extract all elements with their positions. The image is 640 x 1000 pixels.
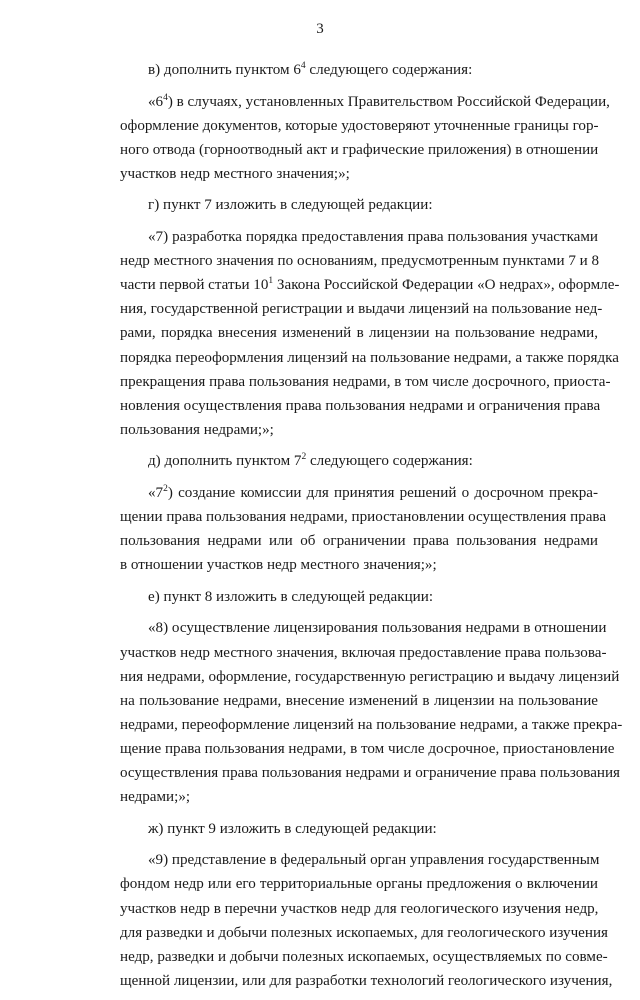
text-run: щенной лицензии, или для разработки технологий геологического изучения, (120, 972, 613, 989)
text-run: г) пункт 7 изложить в следующей редакции: (148, 197, 433, 214)
superscript-index: 4 (163, 92, 168, 103)
text-line (120, 848, 598, 872)
text-run: д) дополнить пунктом 7 (148, 453, 302, 470)
text-line (120, 689, 598, 713)
text-line (120, 449, 598, 473)
text-line (120, 114, 598, 138)
text-line (120, 481, 598, 505)
superscript-index: 2 (163, 484, 168, 494)
text-line (120, 761, 621, 785)
text-run: пользования недрами или об ограничении права пользования недрами (120, 533, 598, 550)
text-run: Закона Российской Федерации «О недрах», оформле- (273, 277, 620, 294)
text-run: новления осуществления права пользования недрами и ограничения права (120, 397, 601, 414)
amendment-instruction (120, 585, 598, 609)
amendment-instruction (120, 817, 598, 841)
text-run: ) создание комиссии для принятия решений о досрочном прекра- (167, 485, 598, 501)
text-run: ж) пункт 9 изложить в следующей редакции: (148, 820, 437, 837)
text-run: «6 (148, 93, 164, 110)
text-line (120, 616, 607, 640)
text-run: «7) разработка порядка предоставления права пользования участками (148, 229, 598, 246)
text-line (120, 817, 598, 841)
text-run: в) дополнить пунктом 6 (148, 62, 301, 78)
page-number: 3 (316, 21, 324, 37)
text-run: щение права пользования недрами, в том числе досрочное, приостановление (120, 740, 615, 757)
text-line (120, 193, 598, 217)
text-line (120, 138, 598, 162)
text-line (120, 273, 620, 297)
text-run: е) пункт 8 изложить в следующей редакции: (148, 588, 434, 605)
text-run: «8) осуществление лицензирования пользования недрами в отношении (148, 620, 607, 637)
text-run: участков недр местного значения;»; (120, 165, 350, 182)
text-run: недр местного значения по основаниям, предусмотренным пунктами 7 и 8 (120, 253, 600, 270)
text-line (120, 665, 620, 689)
text-line (120, 297, 603, 321)
amendment-text (120, 616, 623, 809)
text-run: недр, разведки и добычи полезных ископаемых, осуществляемых по совме- (120, 948, 608, 965)
amendment-text (120, 225, 620, 442)
text-run: участков недр местного значения, включая предоставление права пользова- (120, 644, 607, 661)
text-line (120, 225, 598, 249)
text-line (120, 969, 613, 993)
text-run: пользования недрами;»; (120, 421, 274, 438)
text-run: ния, государственной регистрации и выдачи лицензий на пользование нед- (120, 301, 603, 318)
text-line (120, 553, 598, 577)
superscript-index: 2 (301, 452, 307, 463)
text-line (120, 90, 610, 114)
text-run: части первой статьи 10 (120, 277, 269, 294)
text-line (120, 418, 598, 442)
document-body (120, 58, 623, 1000)
text-line (120, 785, 598, 809)
text-line (120, 585, 598, 609)
text-line (120, 505, 607, 529)
text-line (120, 921, 608, 945)
text-run: для разведки и добычи полезных ископаемых, для геологического изучения (120, 924, 608, 941)
superscript-index: 4 (300, 61, 306, 71)
text-line (120, 737, 615, 761)
text-run: ) в случаях, установленных Правительством Российской Федерации, (167, 93, 610, 110)
text-run: щении права пользования недрами, приостановлении осуществления права (120, 509, 607, 526)
text-run: осуществления права пользования недрами и ограничение права пользования (120, 765, 621, 782)
text-run: порядка переоформления лицензий на пользование недрами, а также порядка (120, 349, 619, 366)
amendment-instruction (120, 449, 598, 473)
text-line (120, 58, 598, 82)
text-line (120, 370, 611, 394)
text-run: оформление документов, которые удостоверяют уточненные границы гор- (120, 117, 599, 134)
text-line (120, 321, 598, 345)
text-run: ного отвода (горноотводный акт и графические приложения) в отношении (120, 141, 599, 158)
text-run: ния недрами, оформление, государственную регистрацию и выдачу лицензий (120, 668, 620, 685)
text-run: недрами, переоформление лицензий на пользование недрами, а также прекра- (120, 716, 623, 733)
text-run: на пользование недрами, внесение изменений в лицензии на пользование (120, 692, 598, 709)
text-run: участков недр в перечни участков недр для геологического изучения недр, (120, 900, 599, 917)
amendment-instruction (120, 193, 598, 217)
amendment-text (120, 481, 607, 577)
text-line (120, 249, 598, 273)
text-run: прекращения права пользования недрами, в том числе досрочного, приоста- (120, 373, 611, 390)
text-run: следующего содержания: (305, 62, 473, 78)
text-run: следующего содержания: (306, 453, 473, 470)
text-line (120, 872, 598, 896)
amendment-instruction (120, 58, 598, 82)
text-line (120, 641, 607, 665)
text-line (120, 529, 598, 553)
text-run: недрами;»; (120, 789, 191, 806)
text-line (120, 394, 601, 418)
text-line (120, 945, 608, 969)
text-run: рами, порядка внесения изменений в лицензии на пользование недрами, (120, 325, 598, 342)
text-run: в отношении участков недр местного значения;»; (120, 557, 437, 574)
text-line (120, 346, 619, 370)
amendment-text (120, 848, 613, 993)
text-line (120, 897, 598, 921)
text-run: фондом недр или его территориальные органы предложения о включении (120, 876, 598, 893)
text-run: «7 (148, 485, 164, 501)
text-line (120, 713, 623, 737)
superscript-index: 1 (268, 276, 274, 287)
amendment-text (120, 90, 610, 186)
text-line (120, 162, 598, 186)
text-run: «9) представление в федеральный орган управления государственным (148, 852, 600, 869)
